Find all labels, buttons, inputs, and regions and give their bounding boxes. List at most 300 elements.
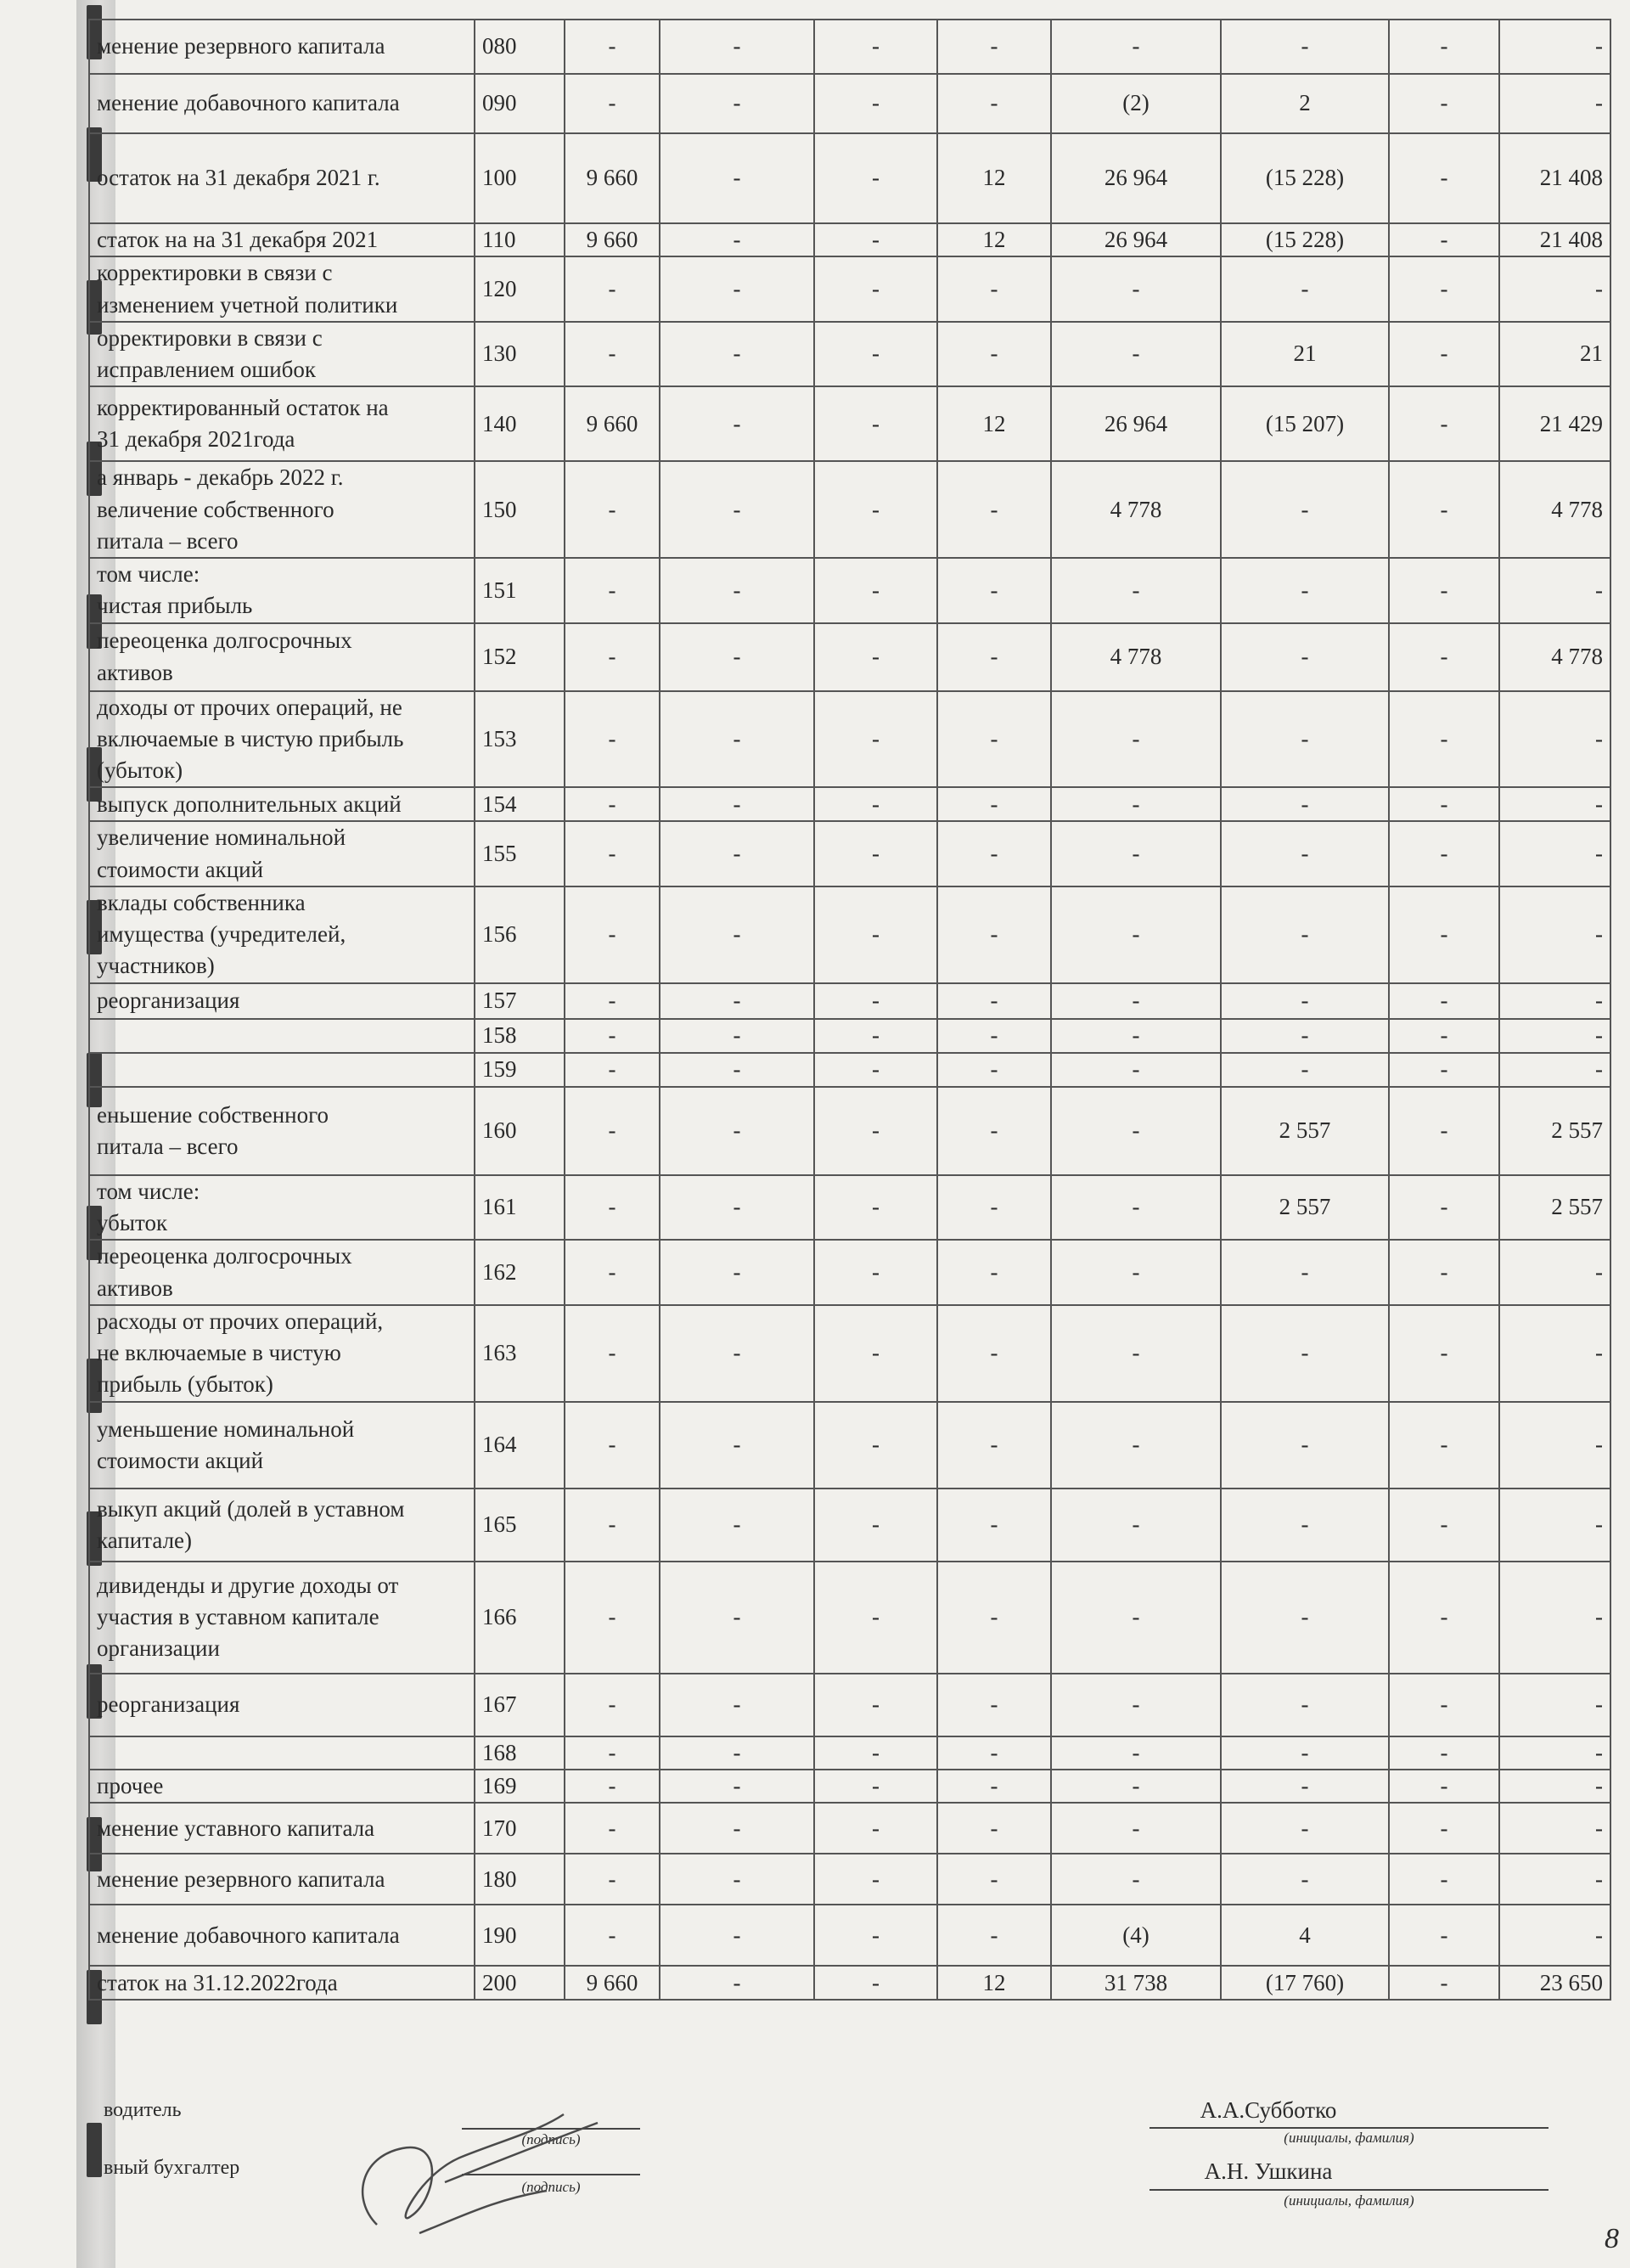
value-cell: (2) (1051, 74, 1221, 133)
row-code: 090 (475, 74, 565, 133)
accountant-name-caption: (инициалы, фамилия) (1284, 2192, 1414, 2209)
row-label (89, 983, 475, 1019)
row-label (89, 256, 475, 322)
value-cell: - (1051, 821, 1221, 886)
value-cell: 31 738 (1051, 1966, 1221, 2000)
row-label (89, 886, 475, 983)
row-label (89, 133, 475, 223)
row-label (89, 1240, 475, 1305)
table-row (89, 1402, 1610, 1489)
director-signature-caption: (подпись) (521, 2131, 581, 2147)
row-code: 152 (475, 623, 565, 691)
value-cell: - (814, 256, 937, 322)
table-row (89, 223, 1610, 256)
row-label-line: величение собственного (97, 496, 334, 522)
value-cell: - (814, 1019, 937, 1053)
value-cell: - (660, 1175, 814, 1241)
value-cell: - (1051, 1770, 1221, 1803)
value-cell: - (1499, 886, 1610, 983)
value-cell: - (1499, 1240, 1610, 1305)
value-cell: - (937, 74, 1051, 133)
table-row (89, 1562, 1610, 1674)
row-label-line: стоимости акций (97, 1447, 264, 1473)
value-cell: - (1389, 223, 1499, 256)
value-cell: - (1051, 1562, 1221, 1674)
row-code: 120 (475, 256, 565, 322)
value-cell: - (1389, 1966, 1499, 2000)
value-cell: - (565, 1674, 660, 1736)
value-cell: - (1221, 1305, 1389, 1402)
value-cell: - (565, 322, 660, 387)
row-label-line: (убыток) (97, 757, 183, 783)
value-cell: - (937, 558, 1051, 623)
row-label (89, 623, 475, 691)
row-label (89, 20, 475, 74)
value-cell: - (1499, 74, 1610, 133)
value-cell: - (1499, 1770, 1610, 1803)
value-cell: - (937, 1305, 1051, 1402)
value-cell: - (1051, 1087, 1221, 1175)
value-cell: - (1221, 20, 1389, 74)
value-cell: - (1389, 386, 1499, 461)
row-label-line: организации (97, 1635, 220, 1662)
value-cell: 2 557 (1499, 1087, 1610, 1175)
value-cell: - (1051, 20, 1221, 74)
value-cell: - (814, 322, 937, 387)
value-cell: - (937, 1240, 1051, 1305)
row-code: 150 (475, 461, 565, 558)
value-cell: - (937, 1736, 1051, 1770)
value-cell: - (1499, 1019, 1610, 1053)
value-cell: - (660, 1305, 814, 1402)
value-cell: 21 429 (1499, 386, 1610, 461)
row-label-line: выпуск дополнительных акций (97, 791, 402, 817)
row-code: 170 (475, 1803, 565, 1854)
value-cell: - (1221, 1854, 1389, 1905)
value-cell: - (1221, 1053, 1389, 1087)
value-cell: - (1221, 787, 1389, 821)
row-label-line: корректировки в связи с (97, 260, 333, 286)
value-cell: - (565, 20, 660, 74)
value-cell: - (1051, 256, 1221, 322)
row-label (89, 386, 475, 461)
row-label (89, 1305, 475, 1402)
value-cell: - (565, 1019, 660, 1053)
row-label-line: а январь - декабрь 2022 г. (97, 464, 344, 491)
value-cell: - (814, 386, 937, 461)
value-cell: - (1389, 1305, 1499, 1402)
row-label-line: статок на на 31 декабря 2021 (97, 227, 379, 252)
value-cell: - (1389, 1175, 1499, 1241)
value-cell: - (814, 461, 937, 558)
value-cell: - (660, 1770, 814, 1803)
value-cell: - (814, 1770, 937, 1803)
table-row (89, 1803, 1610, 1854)
table-row (89, 133, 1610, 223)
row-label (89, 1489, 475, 1562)
table-body (89, 20, 1610, 2000)
value-cell: 2 557 (1221, 1087, 1389, 1175)
value-cell: - (937, 886, 1051, 983)
row-code: 157 (475, 983, 565, 1019)
table-row (89, 1489, 1610, 1562)
row-label-line: уменьшение номинальной (97, 1415, 355, 1442)
row-label-line: корректированный остаток на (97, 395, 389, 420)
value-cell: - (565, 1402, 660, 1489)
value-cell: - (660, 886, 814, 983)
table-row (89, 558, 1610, 623)
table-row (89, 1019, 1610, 1053)
row-code: 162 (475, 1240, 565, 1305)
accountant-name-line (1149, 2189, 1548, 2191)
value-cell: - (1499, 1905, 1610, 1966)
value-cell: - (937, 821, 1051, 886)
value-cell: - (660, 223, 814, 256)
value-cell: - (660, 1803, 814, 1854)
value-cell: - (1389, 1562, 1499, 1674)
page-number: 8 (1605, 2223, 1619, 2254)
value-cell: - (814, 1489, 937, 1562)
value-cell: - (660, 1087, 814, 1175)
value-cell: - (660, 1489, 814, 1562)
value-cell: - (1221, 886, 1389, 983)
table-row (89, 1736, 1610, 1770)
row-code: 168 (475, 1736, 565, 1770)
value-cell: - (660, 1674, 814, 1736)
value-cell: 2 557 (1221, 1175, 1389, 1241)
row-label-line: том числе: (97, 561, 200, 587)
value-cell: - (937, 461, 1051, 558)
row-label (89, 558, 475, 623)
value-cell: - (814, 691, 937, 788)
value-cell: - (660, 1736, 814, 1770)
value-cell: - (1389, 1240, 1499, 1305)
value-cell: - (937, 1770, 1051, 1803)
value-cell: - (1051, 1803, 1221, 1854)
row-label-line: активов (97, 1275, 173, 1301)
value-cell: - (660, 623, 814, 691)
row-code: 080 (475, 20, 565, 74)
value-cell: - (1389, 1489, 1499, 1562)
value-cell: - (660, 386, 814, 461)
table-row (89, 787, 1610, 821)
value-cell: - (660, 322, 814, 387)
row-label-line: активов (97, 659, 173, 685)
value-cell: - (814, 1305, 937, 1402)
director-name-caption: (инициалы, фамилия) (1284, 2130, 1414, 2146)
value-cell: - (814, 1562, 937, 1674)
value-cell: - (1389, 787, 1499, 821)
table-row (89, 1966, 1610, 2000)
value-cell: - (1051, 1240, 1221, 1305)
value-cell: - (565, 461, 660, 558)
value-cell: 26 964 (1051, 133, 1221, 223)
value-cell: 4 778 (1499, 623, 1610, 691)
row-label-line: еньшение собственного (97, 1101, 329, 1128)
value-cell: - (1389, 1674, 1499, 1736)
value-cell: - (1221, 1240, 1389, 1305)
table-row (89, 1175, 1610, 1241)
value-cell: - (814, 1053, 937, 1087)
value-cell: - (1389, 256, 1499, 322)
value-cell: - (660, 461, 814, 558)
capital-changes-table (88, 19, 1611, 2001)
value-cell: - (814, 886, 937, 983)
row-code: 160 (475, 1087, 565, 1175)
row-label-line: питала – всего (97, 527, 239, 554)
value-cell: - (1221, 623, 1389, 691)
value-cell: - (937, 322, 1051, 387)
row-label (89, 1736, 475, 1770)
row-code: 159 (475, 1053, 565, 1087)
row-label-line: изменением учетной политики (97, 291, 398, 318)
value-cell: - (1499, 691, 1610, 788)
row-code: 163 (475, 1305, 565, 1402)
row-label (89, 1562, 475, 1674)
accountant-role-label: вный бухгалтер (104, 2157, 240, 2179)
value-cell: - (1051, 1736, 1221, 1770)
row-code: 165 (475, 1489, 565, 1562)
value-cell: - (814, 623, 937, 691)
value-cell: - (937, 1087, 1051, 1175)
row-code: 180 (475, 1854, 565, 1905)
value-cell: - (1389, 20, 1499, 74)
row-label (89, 1019, 475, 1053)
value-cell: - (1499, 983, 1610, 1019)
value-cell: - (1499, 787, 1610, 821)
value-cell: - (1389, 133, 1499, 223)
value-cell: - (1499, 256, 1610, 322)
value-cell: 4 778 (1499, 461, 1610, 558)
value-cell: - (1051, 1305, 1221, 1402)
value-cell: (15 228) (1221, 223, 1389, 256)
value-cell: 12 (937, 386, 1051, 461)
value-cell: (15 228) (1221, 133, 1389, 223)
value-cell: - (565, 558, 660, 623)
row-label-line: реорганизация (97, 988, 240, 1014)
row-code: 153 (475, 691, 565, 788)
value-cell: - (814, 1736, 937, 1770)
value-cell: - (1389, 983, 1499, 1019)
row-label (89, 787, 475, 821)
row-code: 130 (475, 322, 565, 387)
row-label-line: переоценка долгосрочных (97, 627, 352, 654)
value-cell: - (565, 1489, 660, 1562)
value-cell: - (1221, 256, 1389, 322)
row-label (89, 1905, 475, 1966)
value-cell: - (1221, 1019, 1389, 1053)
row-label-line: доходы от прочих операций, не (97, 694, 402, 720)
value-cell: - (660, 1053, 814, 1087)
row-label-line: прочее (97, 1773, 164, 1798)
value-cell: (4) (1051, 1905, 1221, 1966)
value-cell: 21 (1221, 322, 1389, 387)
row-label (89, 821, 475, 886)
value-cell: - (937, 1175, 1051, 1241)
value-cell: - (814, 821, 937, 886)
value-cell: 23 650 (1499, 1966, 1610, 2000)
row-code: 100 (475, 133, 565, 223)
value-cell: - (565, 623, 660, 691)
value-cell: - (1221, 1402, 1389, 1489)
value-cell: - (937, 623, 1051, 691)
value-cell: - (1499, 20, 1610, 74)
value-cell: - (660, 133, 814, 223)
value-cell: - (565, 1053, 660, 1087)
row-label-line: вклады собственника (97, 889, 306, 915)
row-label (89, 691, 475, 788)
value-cell: - (1389, 691, 1499, 788)
table-row (89, 1087, 1610, 1175)
row-label-line: менение добавочного капитала (97, 1922, 400, 1948)
table-row (89, 20, 1610, 74)
row-label (89, 1175, 475, 1241)
value-cell: - (814, 1803, 937, 1854)
value-cell: - (660, 1966, 814, 2000)
value-cell: - (1051, 886, 1221, 983)
value-cell: - (937, 1489, 1051, 1562)
value-cell: - (814, 1854, 937, 1905)
row-label-line: расходы от прочих операций, (97, 1308, 384, 1334)
row-label-line: участников) (97, 953, 215, 979)
row-label-line: том числе: (97, 1178, 200, 1204)
value-cell: 12 (937, 133, 1051, 223)
value-cell: - (937, 1019, 1051, 1053)
row-label-line: включаемые в чистую прибыль (97, 725, 404, 751)
value-cell: - (1051, 1854, 1221, 1905)
table-row (89, 1770, 1610, 1803)
table-row (89, 1854, 1610, 1905)
table-row (89, 322, 1610, 387)
value-cell: - (565, 886, 660, 983)
row-code: 155 (475, 821, 565, 886)
value-cell: - (1389, 821, 1499, 886)
row-label (89, 1087, 475, 1175)
value-cell: - (1389, 322, 1499, 387)
table-row (89, 886, 1610, 983)
value-cell: - (1051, 691, 1221, 788)
row-label-line: увеличение номинальной (97, 824, 346, 851)
value-cell: - (814, 133, 937, 223)
row-label-line: не включаемые в чистую (97, 1340, 341, 1366)
row-label-line: исправлением ошибок (97, 357, 317, 382)
row-label-line: 31 декабря 2021года (97, 426, 295, 453)
table-row (89, 74, 1610, 133)
value-cell: - (814, 20, 937, 74)
value-cell: - (565, 1770, 660, 1803)
value-cell: - (660, 821, 814, 886)
value-cell: - (1221, 1489, 1389, 1562)
value-cell: - (1499, 1854, 1610, 1905)
value-cell: - (1389, 1770, 1499, 1803)
value-cell: - (660, 1240, 814, 1305)
value-cell: - (1499, 1489, 1610, 1562)
value-cell: - (1221, 1674, 1389, 1736)
value-cell: - (1389, 1803, 1499, 1854)
row-label-line: переоценка долгосрочных (97, 1243, 352, 1269)
value-cell: - (660, 20, 814, 74)
row-label-line: менение резервного капитала (97, 1866, 385, 1892)
value-cell: - (937, 691, 1051, 788)
value-cell: - (1499, 1053, 1610, 1087)
row-label-line: питала – всего (97, 1133, 239, 1159)
accountant-name: А.Н. Ушкина (1204, 2158, 1333, 2184)
value-cell: - (1499, 1803, 1610, 1854)
value-cell: - (1389, 74, 1499, 133)
value-cell: - (565, 1803, 660, 1854)
value-cell: 26 964 (1051, 223, 1221, 256)
row-label-line: статок на 31.12.2022года (97, 1969, 338, 1995)
row-label-line: орректировки в связи с (97, 324, 323, 351)
value-cell: - (660, 1402, 814, 1489)
table-row (89, 386, 1610, 461)
value-cell: - (565, 1240, 660, 1305)
row-label-line: чистая прибыль (97, 593, 253, 619)
value-cell: - (660, 74, 814, 133)
value-cell: 12 (937, 223, 1051, 256)
table-row (89, 1240, 1610, 1305)
value-cell: - (1051, 1053, 1221, 1087)
row-code: 200 (475, 1966, 565, 2000)
value-cell: - (660, 983, 814, 1019)
row-code: 190 (475, 1905, 565, 1966)
value-cell: - (1389, 1854, 1499, 1905)
value-cell: - (814, 1087, 937, 1175)
value-cell: - (1221, 1736, 1389, 1770)
value-cell: - (660, 1562, 814, 1674)
row-code: 154 (475, 787, 565, 821)
value-cell: - (565, 983, 660, 1019)
row-label-line: прибыль (убыток) (97, 1371, 273, 1398)
row-label (89, 1770, 475, 1803)
value-cell: - (565, 1087, 660, 1175)
value-cell: - (937, 1803, 1051, 1854)
row-label-line: капитале) (97, 1527, 193, 1553)
value-cell: - (937, 256, 1051, 322)
value-cell: - (1499, 1305, 1610, 1402)
value-cell: - (660, 1019, 814, 1053)
table-row (89, 1053, 1610, 1087)
row-label-line: остаток на 31 декабря 2021 г. (97, 165, 380, 191)
value-cell: - (565, 821, 660, 886)
value-cell: - (660, 691, 814, 788)
value-cell: 21 408 (1499, 223, 1610, 256)
table-row (89, 983, 1610, 1019)
row-label (89, 1402, 475, 1489)
value-cell: - (937, 1402, 1051, 1489)
value-cell: - (814, 558, 937, 623)
table-row (89, 691, 1610, 788)
table-row (89, 1905, 1610, 1966)
value-cell: - (1389, 1019, 1499, 1053)
row-label (89, 74, 475, 133)
row-code: 161 (475, 1175, 565, 1241)
value-cell: 26 964 (1051, 386, 1221, 461)
value-cell: - (1389, 1053, 1499, 1087)
value-cell: - (814, 1905, 937, 1966)
row-label (89, 1053, 475, 1087)
row-label (89, 1966, 475, 2000)
row-label (89, 461, 475, 558)
row-label-line: стоимости акций (97, 856, 264, 882)
row-code: 110 (475, 223, 565, 256)
value-cell: - (1221, 558, 1389, 623)
row-code: 167 (475, 1674, 565, 1736)
value-cell: - (565, 691, 660, 788)
row-label (89, 1803, 475, 1854)
row-label (89, 1854, 475, 1905)
value-cell: - (814, 1674, 937, 1736)
